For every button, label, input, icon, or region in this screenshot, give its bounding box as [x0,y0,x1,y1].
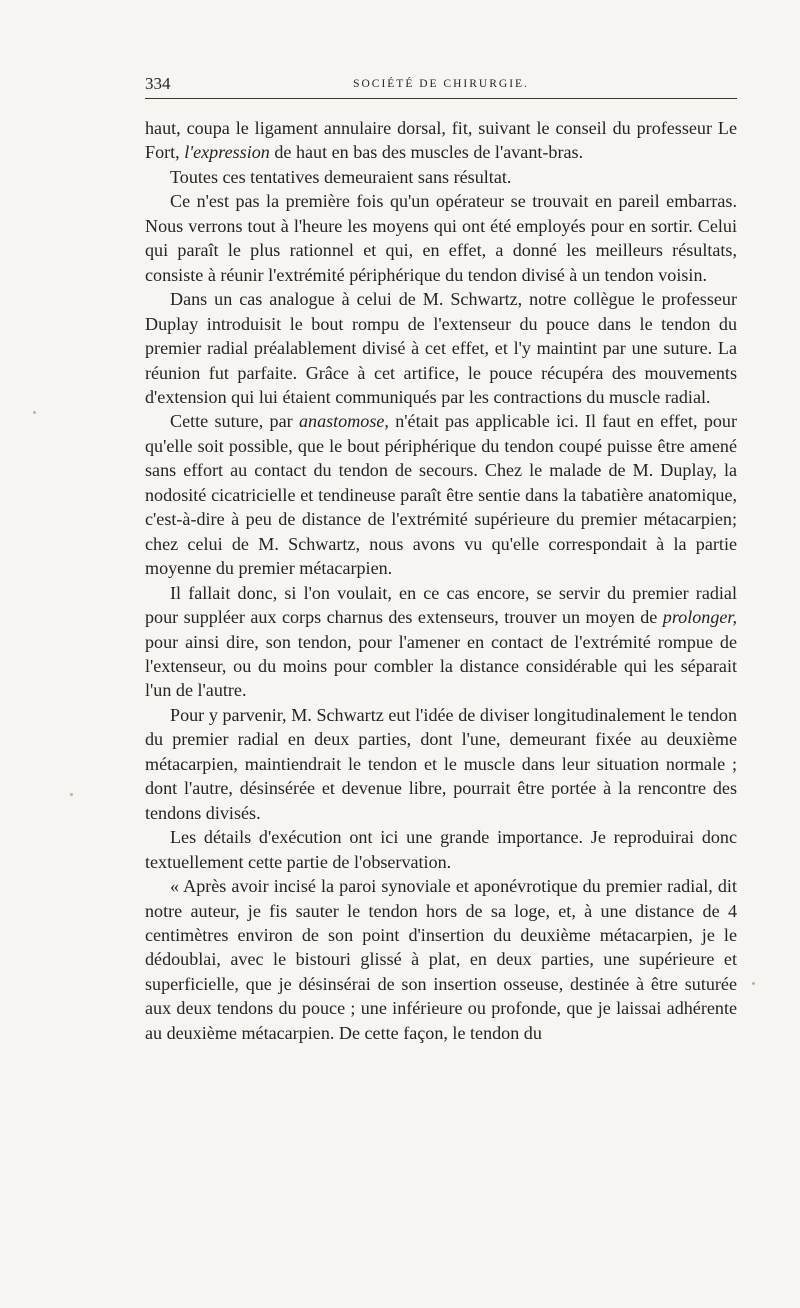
paragraph-8: Les détails d'exécution ont ici une grande importance. Je reproduirai donc textuellement cette partie de l'observation. [145,827,737,872]
book-page [145,74,737,1045]
paper-speck [33,411,36,414]
paragraph-4: Dans un cas analogue à celui de M. Schwartz, notre collègue le professeur Duplay introduisit le bout rompu de l'extenseur du pouce dans le tendon du premier radial préalablement divisé à cet effet, et l'y maintint par une suture. La réunion fut parfaite. Grâce à cet artifice, le pouce récupéra des mouvements d'extension qui lui étaient communiqués par les contractions du muscle radial. [145,289,737,407]
body-text [145,116,737,1045]
running-title: SOCIÉTÉ DE CHIRURGIE. [353,78,529,90]
running-head [145,74,737,99]
page-number: 334 [145,74,171,93]
paragraph-6: Il fallait donc, si l'on voulait, en ce cas encore, se servir du premier radial pour suppléer aux corps charnus des extenseurs, trouver un moyen de prolonger, pour ainsi dire, son tendon, pour l'amener en contact de l'extrémité rompue de l'extenseur, ou du moins pour combler la distance considérable qui les séparait l'un de l'autre. [145,582,737,701]
emphasis-expression: l'expression [184,142,270,163]
paragraph-5: Cette suture, par anastomose, n'était pas applicable ici. Il faut en effet, pour qu'elle soit possible, que le bout périphérique du tendon coupé puisse être amené sans effort au contact du tendon de secours. Chez le malade de M. Duplay, la nodosité cicatricielle et tendineuse paraît être sentie dans la tabatière anatomique, c'est-à-dire à peu de distance de l'extrémité supérieure du premier métacarpien; chez celui de M. Schwartz, nous avons vu qu'elle correspondait à la partie moyenne du premier métacarpien. [145,411,737,579]
emphasis-anastomose: anastomose, [298,411,389,432]
paragraph-1: haut, coupa le ligament annulaire dorsal, fit, suivant le conseil du professeur Le Fort, l'expression de haut en bas des muscles de l'avant-bras. [145,118,737,163]
paper-speck [752,982,755,985]
paragraph-2: Toutes ces tentatives demeuraient sans résultat. [170,166,512,187]
paragraph-9: « Après avoir incisé la paroi synoviale et aponévrotique du premier radial, dit notre auteur, je fis sauter le tendon hors de sa loge, et, à une distance de 4 centimètres environ de son point d'insertion du deuxième métacarpien, je le dédoublai, avec le bistouri glissé à plat, en deux parties, une supérieure et superficielle, que je désinsérai de son insertion osseuse, destinée à être suturée aux deux tendons du pouce ; une inférieure ou profonde, que je laissai adhérente au deuxième métacarpien. De cette façon, le tendon du [145,876,737,1043]
emphasis-prolonger: prolonger, [662,607,737,628]
paragraph-3: Ce n'est pas la première fois qu'un opérateur se trouvait en pareil embarras. Nous verrons tout à l'heure les moyens qui ont été employés pour en sortir. Celui qui paraît le plus rationnel et qui, en effet, a donné les meilleurs résultats, consiste à réunir l'extrémité périphérique du tendon divisé à un tendon voisin. [145,191,737,285]
paper-speck [70,793,73,796]
paragraph-7: Pour y parvenir, M. Schwartz eut l'idée de diviser longitudinalement le tendon du premier radial en deux parties, dont l'une, demeurant fixée au deuxième métacarpien, maintiendrait le tendon et le muscle dans leur situation normale ; dont l'autre, désinsérée et devenue libre, pourrait être portée à la rencontre des tendons divisés. [145,704,737,823]
